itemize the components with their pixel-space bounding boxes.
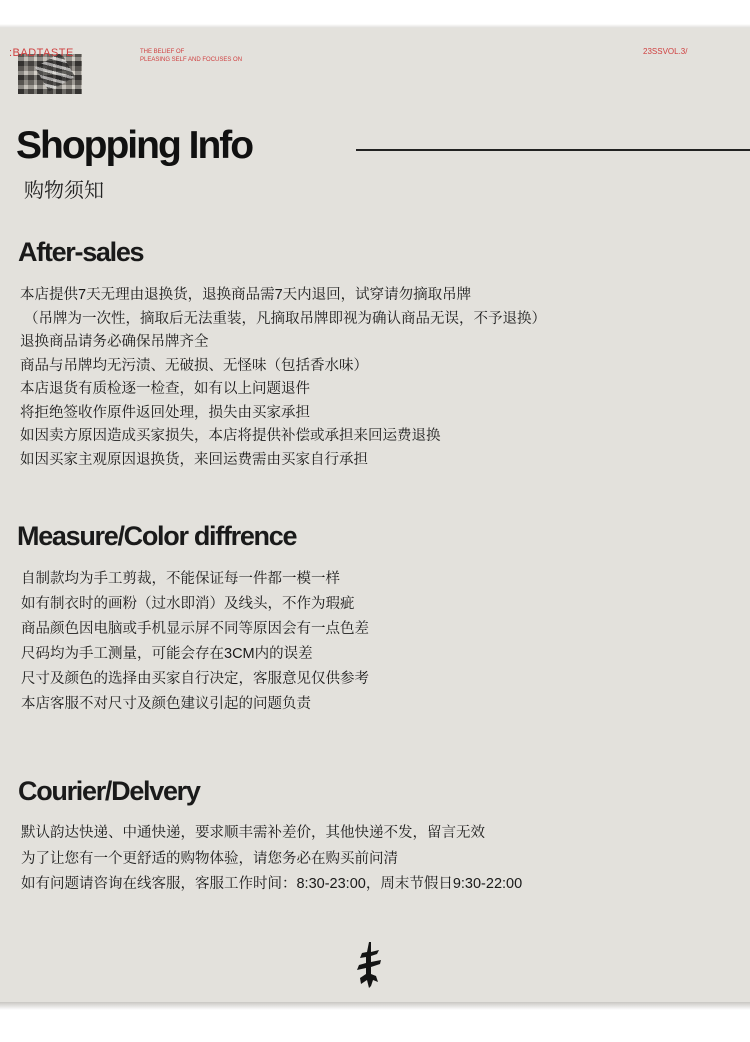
list-item: 如因卖方原因造成买家损失，本店将提供补偿或承担来回运费退换 [20,428,441,444]
list-item: 尺码均为手工测量，可能会存在3CM内的误差 [21,646,313,662]
section-heading-after-sales: After-sales [18,237,144,267]
list-item: 默认韵达快递、中通快递，要求顺丰需补差价，其他快递不发，留言无效 [21,825,485,841]
list-item: 本店退货有质检逐一检查，如有以上问题退件 [20,381,310,397]
plaid-fabric-image [18,54,82,94]
list-item: 如因买家主观原因退换货，来回运费需由买家自行承担 [20,451,368,468]
list-item: 本店提供7天无理由退换货，退换商品需7天内退回，试穿请勿摘取吊牌 [20,287,472,303]
page-title: Shopping Info [16,124,253,167]
section-body-measure-color [21,567,369,717]
brand-mark-icon [352,940,386,990]
list-item: 为了让您有一个更舒适的购物体验，请您务必在购买前问清 [21,850,398,867]
list-item: 退换商品请务必确保吊牌齐全 [20,334,209,350]
volume-label: 23SSVOL.3/ [643,47,688,56]
list-item: 将拒绝签收作原件返回处理，损失由买家承担 [20,404,310,421]
list-item: （吊牌为一次性，摘取后无法重装，凡摘取吊牌即视为确认商品无误，不予退换） [24,310,546,327]
tagline-line-2: PLEASING SELF AND FOCUSES ON [140,57,243,63]
list-item: 自制款均为手工剪裁，不能保证每一件都一模一样 [21,571,340,587]
section-body-after-sales [20,284,546,472]
page-shadow-bottom [0,1002,750,1010]
list-item: 本店客服不对尺寸及颜色建议引起的问题负责 [21,696,311,712]
page-subtitle: 购物须知 [24,180,104,202]
list-item: 如有问题请咨询在线客服，客服工作时间：8:30-23:00，周末节假日9:30-22:00 [21,876,523,892]
list-item: 如有制衣时的画粉（过水即消）及线头，不作为瑕疵 [21,596,355,612]
brand-name: :BADTASTE [9,47,74,59]
list-item: 尺寸及颜色的选择由买家自行决定，客服意见仅供参考 [21,671,369,687]
section-heading-measure-color: Measure/Color diffrence [17,521,297,551]
list-item: 商品与吊牌均无污渍、无破损、无怪味（包括香水味） [20,357,368,374]
list-item: 商品颜色因电脑或手机显示屏不同等原因会有一点色差 [21,621,369,637]
section-heading-courier-delivery: Courier/Delvery [18,776,200,806]
tagline-line-1: THE BELIEF OF [140,49,185,55]
section-body-courier-delivery [21,821,522,898]
title-rule [356,149,750,151]
brand-tagline [140,48,242,64]
